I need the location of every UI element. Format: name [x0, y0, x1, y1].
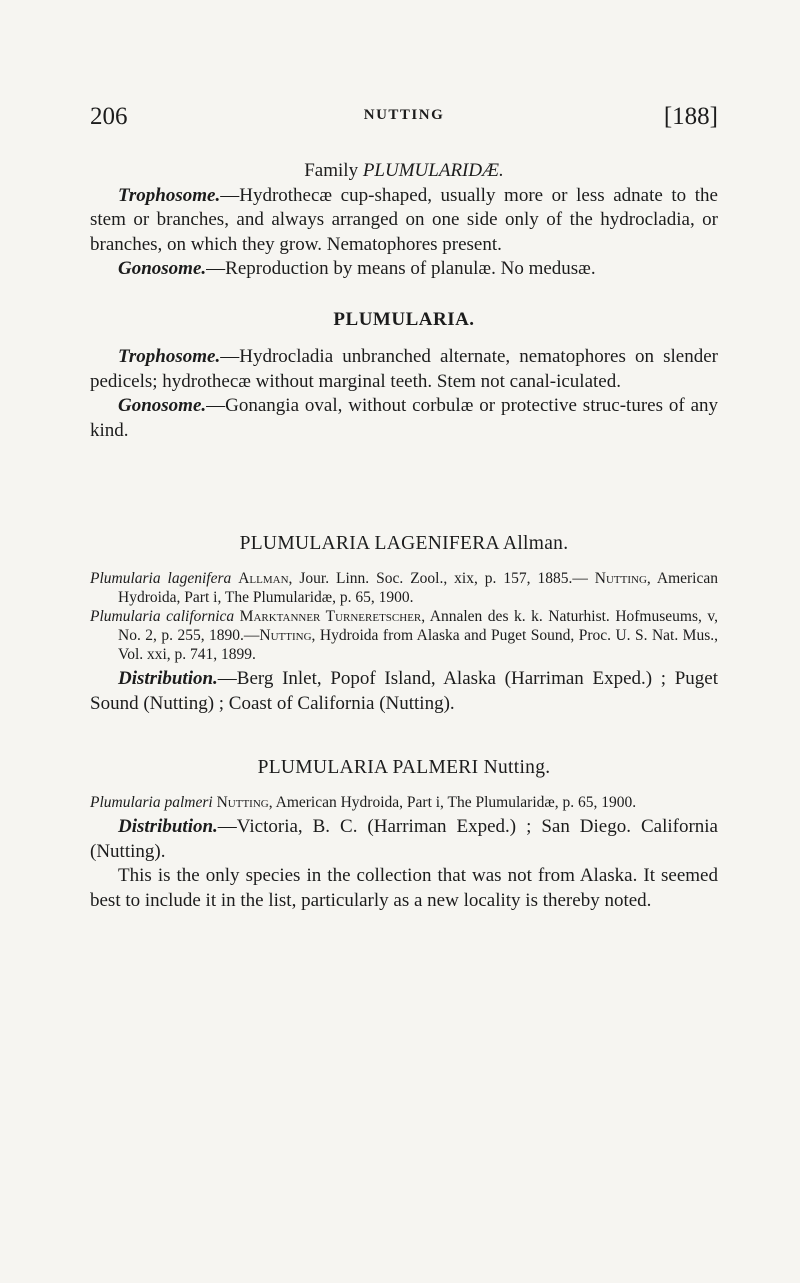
trophosome-text: —Hydrocladia unbranched alternate, nematophores on slender pedicels; hydrothecæ without marginal teeth. Stem not canal-iculated.: [90, 346, 718, 392]
family-gonosome: [90, 257, 718, 282]
synonym-name: Plumularia palmeri: [90, 794, 213, 811]
synonym-citation: American Hydroida, Part i, The Plumularidæ, p. 65, 1900.: [118, 570, 718, 606]
synonym-citation: Jour. Linn. Soc. Zool., xix, p. 157, 1885.—: [292, 570, 588, 587]
family-section: [90, 159, 718, 282]
trophosome-label: Trophosome.: [118, 184, 221, 206]
running-title: NUTTING: [363, 107, 445, 123]
species-lagenifera-section: [90, 533, 718, 716]
page-reference: [188]: [663, 103, 718, 130]
gonosome-label: Gonosome.: [118, 258, 207, 279]
synonym-author: Allman,: [238, 570, 293, 587]
gonosome-label: Gonosome.: [118, 395, 207, 416]
synonym-entry: [90, 569, 718, 607]
distribution-label: Distribution.: [118, 668, 218, 689]
species-heading: PLUMULARIA PALMERI Nutting.: [257, 757, 551, 778]
species-note: This is the only species in the collection that was not from Alaska. It seemed best to include it in the list, particularly as a new locality is thereby noted.: [90, 865, 718, 911]
synonym-citation: Hydroida from Alaska and Puget Sound, Proc. U. S. Nat. Mus., Vol. xxi, p. 741, 1899.: [118, 627, 718, 663]
family-name: PLUMULARIDÆ.: [362, 160, 504, 181]
running-head: [90, 103, 718, 133]
species-palmeri-section: [90, 757, 718, 913]
family-prefix: Family: [304, 160, 359, 181]
species-heading: PLUMULARIA LAGENIFERA Allman.: [239, 533, 569, 554]
synonym-entry: [90, 793, 718, 812]
gonosome-text: —Reproduction by means of planulæ. No medusæ.: [206, 258, 596, 279]
family-heading: [90, 159, 718, 184]
distribution-text: —Berg Inlet, Popof Island, Alaska (Harriman Exped.) ; Puget Sound (Nutting) ; Coast of California (Nutting).: [90, 668, 718, 714]
distribution: [90, 667, 718, 716]
family-trophosome: [90, 184, 718, 258]
trophosome-text: —Hydrothecæ cup-shaped, usually more or less adnate to the stem or branches, and always arranged on one side only of the hydrocladia, or branches, on which they grow. Nematophores present.: [90, 184, 718, 255]
distribution-label: Distribution.: [118, 816, 218, 837]
distribution: [90, 815, 718, 864]
gonosome-text: —Gonangia oval, without corbulæ or protective struc-tures of any kind.: [90, 395, 718, 441]
genus-trophosome: [90, 345, 718, 394]
synonym-entry: [90, 607, 718, 664]
page-number: 206: [90, 103, 128, 130]
synonym-citation: Annalen des k. k. Naturhist. Hofmuseums, v, No. 2, p. 255, 1890.—: [118, 608, 718, 644]
synonym-author: Nutting,: [594, 570, 651, 587]
genus-section: [90, 309, 718, 443]
synonym-name: Plumularia californica: [90, 608, 235, 625]
synonym-author: Nutting,: [259, 627, 316, 644]
genus-gonosome: [90, 394, 718, 443]
genus-heading: PLUMULARIA.: [333, 309, 475, 330]
synonym-citation: American Hydroida, Part i, The Plumularidæ, p. 65, 1900.: [272, 794, 637, 811]
synonym-name: Plumularia lagenifera: [90, 570, 232, 587]
synonym-author: Marktanner Turneretscher,: [239, 608, 426, 625]
synonym-author: Nutting,: [216, 794, 273, 811]
trophosome-label: Trophosome.: [118, 346, 221, 367]
distribution-text: —Victoria, B. C. (Harriman Exped.) ; San Diego. California (Nutting).: [90, 816, 718, 862]
